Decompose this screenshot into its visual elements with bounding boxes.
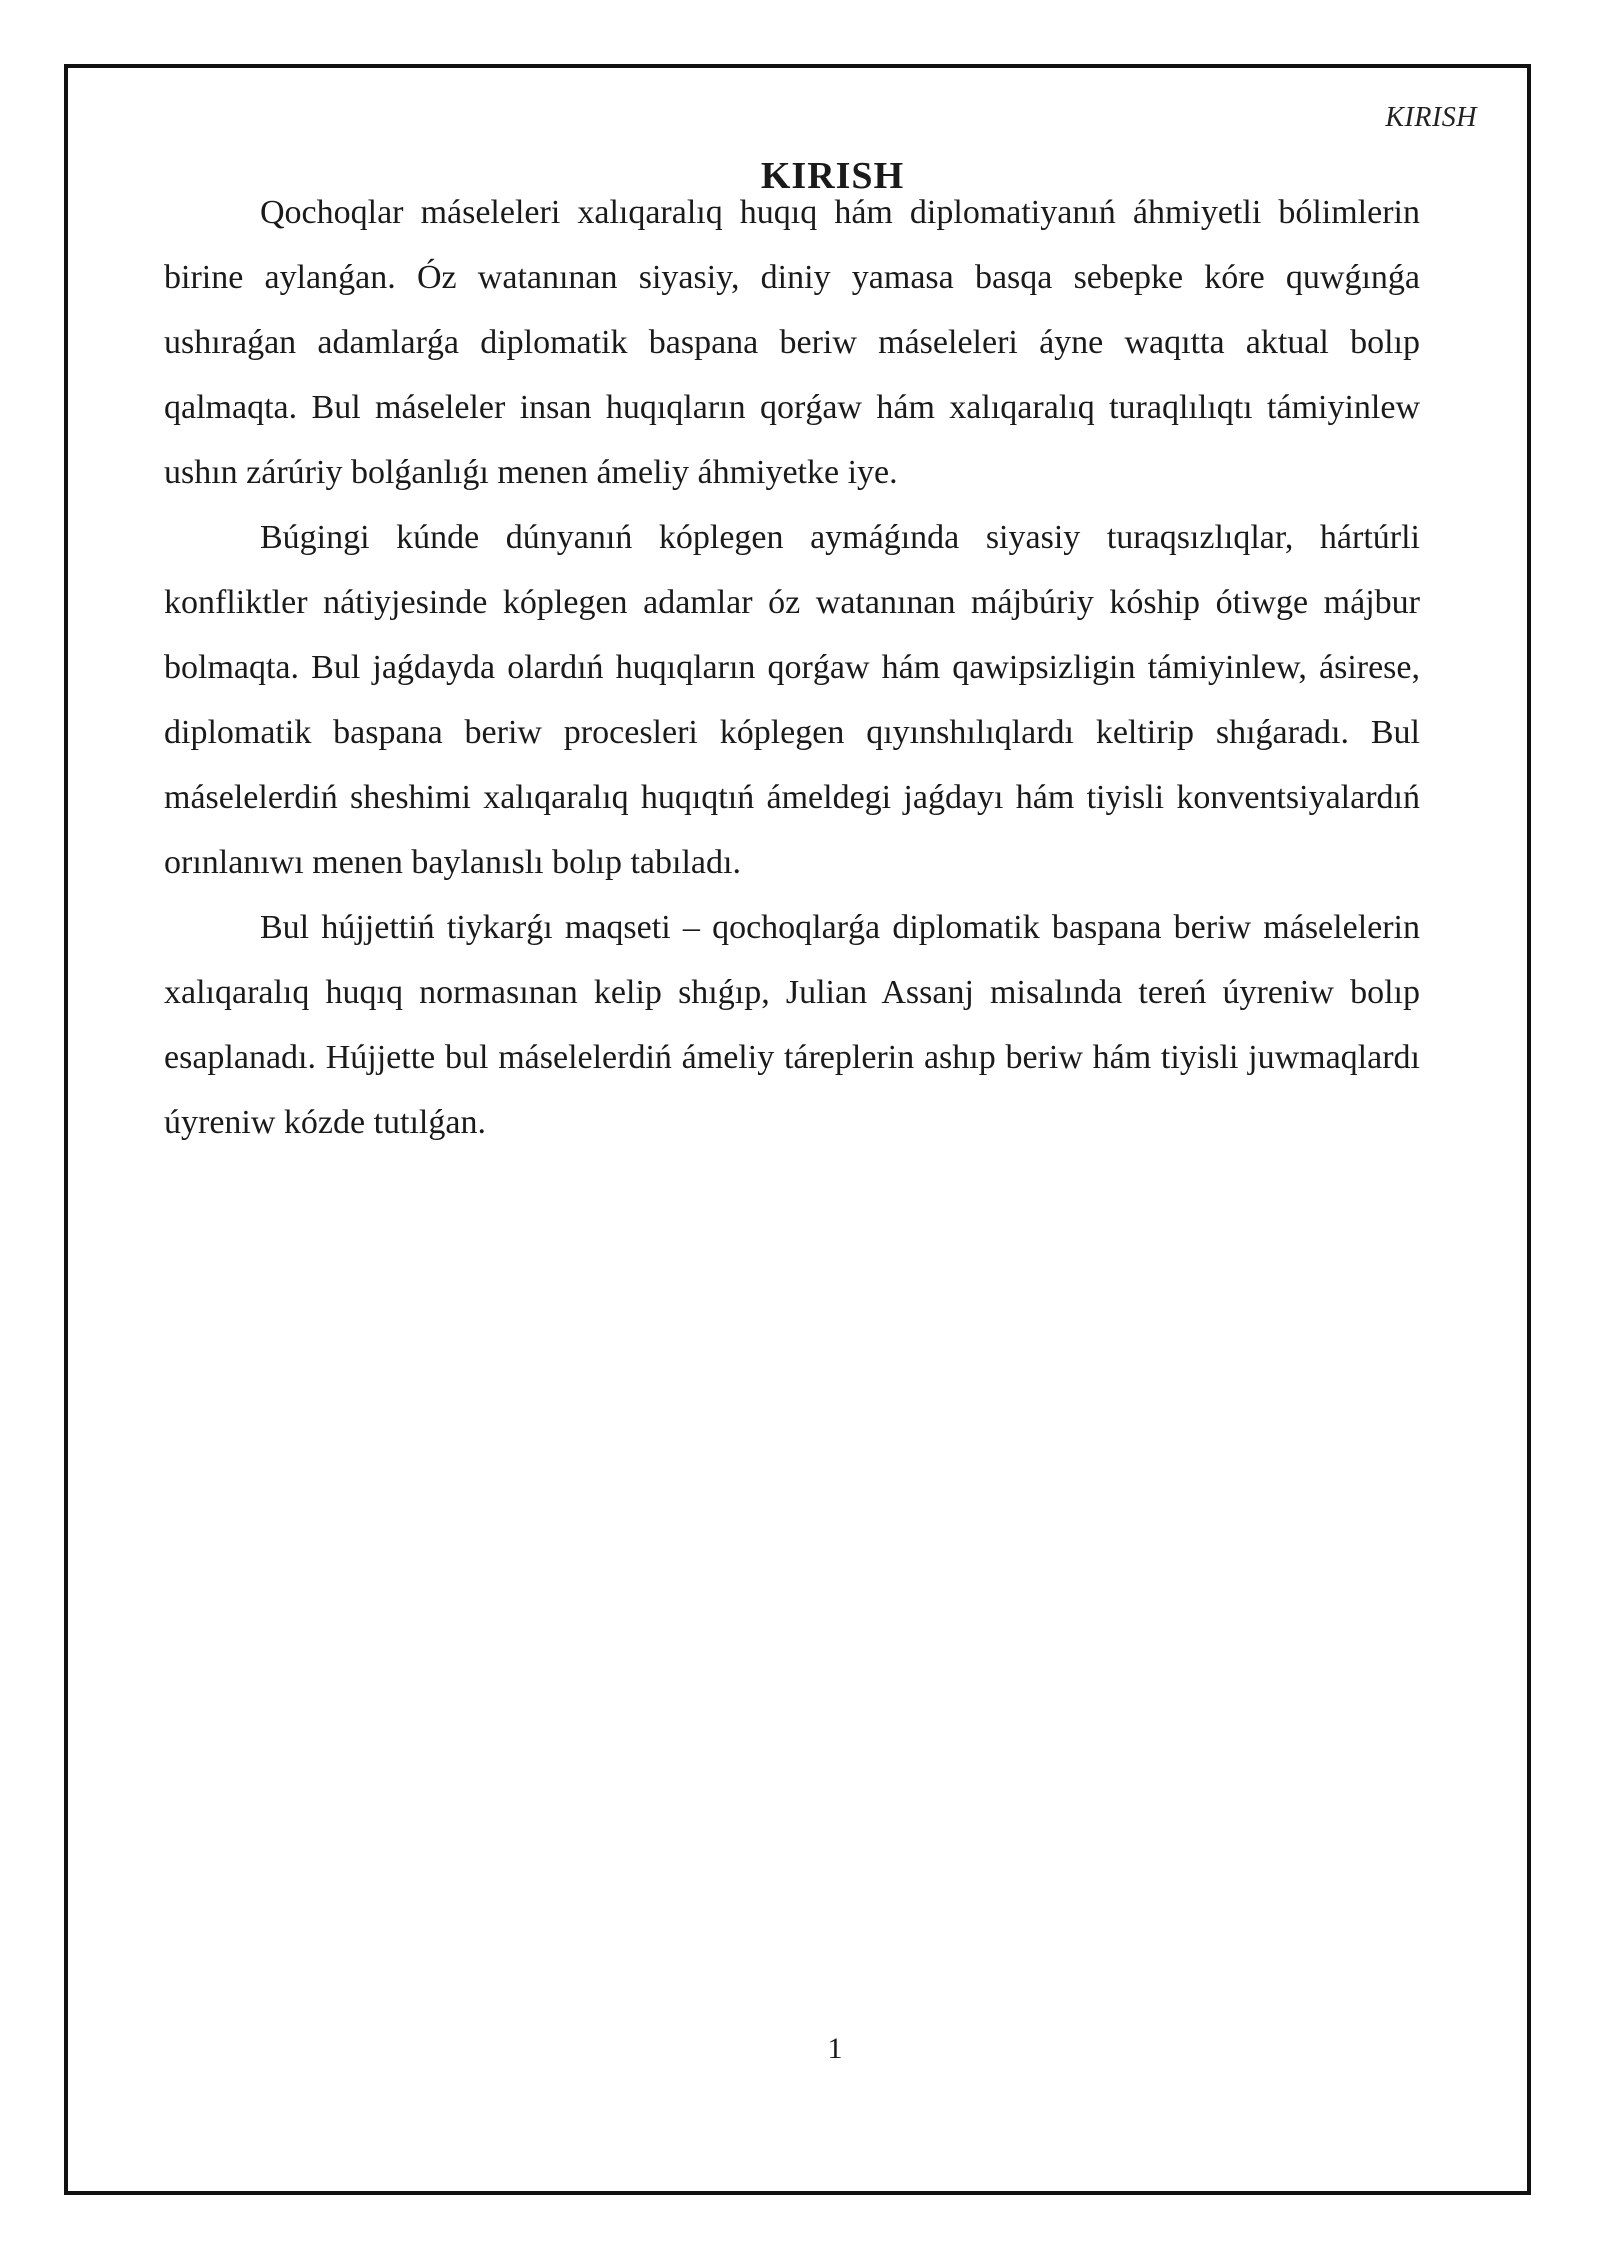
- paragraph-3: Bul hújjettiń tiykarǵı maqseti – qochoqlarǵa diplomatik baspana beriw máselelerin xalıqaralıq huqıq normasınan kelip shıǵıp, Julian Assanj misalında tereń úyreniw bolıp esaplanadı. Hújjette bul máselelerdiń ámeliy táreplerin ashıp beriw hám tiyisli juwmaqlardı úyreniw kózde tutılǵan.: [164, 909, 1420, 1141]
- running-header: KIRISH: [1385, 102, 1477, 133]
- document-title: KIRISH: [760, 155, 905, 197]
- paragraph-2: Búgingi kúnde dúnyanıń kóplegen aymáǵında siyasiy turaqsızlıqlar, hártúrli konfliktler nátiyjesinde kóplegen adamlar óz watanınan májbúriy kóship ótiwge májbur bolmaqta. Bul jaǵdayda olardıń huqıqların qorǵaw hám qawipsizligin támiyinlew, ásirese, diplomatik baspana beriw procesleri kóplegen qıyınshılıqlardı keltirip shıǵaradı. Bul máselelerdiń sheshimi xalıqaralıq huqıqtıń ámeldegi jaǵdayı hám tiyisli konventsiyalardıń orınlanıwı menen baylanıslı bolıp tabıladı.: [164, 519, 1420, 881]
- page-number: 1: [827, 2032, 843, 2065]
- paragraph-1: Qochoqlar máseleleri xalıqaralıq huqıq hám diplomatiyanıń áhmiyetli bólimlerin birine aylanǵan. Óz watanınan siyasiy, diniy yamasa basqa sebepke kóre quwǵınǵa ushıraǵan adamlarǵa diplomatik baspana beriw máseleleri áyne waqıtta aktual bolıp qalmaqta. Bul máseleler insan huqıqların qorǵaw hám xalıqaralıq turaqlılıqtı támiyinlew ushın zárúriy bolǵanlıǵı menen ámeliy áhmiyetke iye.: [164, 194, 1420, 491]
- document-body: [164, 180, 1420, 1155]
